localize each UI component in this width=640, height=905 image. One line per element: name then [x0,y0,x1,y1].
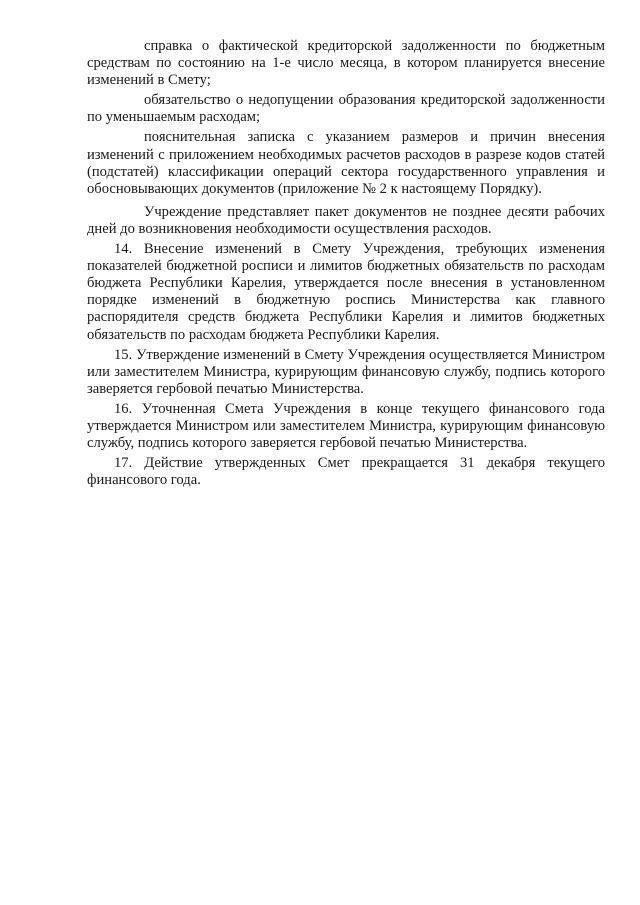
paragraph-obyazatelstvo: обязательство о недопущении образования кредиторской задолженности по уменьшаемым расходам; [87,92,605,126]
paragraph-spravka: справка о фактической кредиторской задолженности по бюджетным средствам по состоянию на 1-е число месяца, в котором планируется внесение изменений в Смету; [87,38,605,89]
paragraph-poyasnitelnaya-zapiska: пояснительная записка с указанием размеров и причин внесения изменений с приложением необходимых расчетов расходов в разрезе кодов статей (подстатей) классификации операций сектора государственного управления и обосновывающих документов (приложение № 2 к настоящему Порядку). [87,129,605,197]
document-body [87,38,605,489]
paragraph-uchrezhdenie: Учреждение представляет пакет документов не позднее десяти рабочих дней до возникновения необходимости осуществления расходов. [87,203,605,237]
paragraph-item-17: 17. Действие утвержденных Смет прекращается 31 декабря текущего финансового года. [87,455,605,489]
paragraph-item-15: 15. Утверждение изменений в Смету Учреждения осуществляется Министром или заместителем Министра, курирующим финансовую службу, подпись которого заверяется гербовой печатью Министерства. [87,346,605,397]
paragraph-item-16: 16. Уточненная Смета Учреждения в конце текущего финансового года утверждается Министром или заместителем Министра, курирующим финансовую службу, подпись которого заверяется гербовой печатью Министерства. [87,400,605,452]
paragraph-item-14: 14. Внесение изменений в Смету Учреждения, требующих изменения показателей бюджетной росписи и лимитов бюджетных обязательств по расходам бюджета Республики Карелия, утверждается после внесения в установленном порядке изменений в бюджетную роспись Министерства как главного распорядителя средств бюджета Республики Карелия и лимитов бюджетных обязательств по расходам бюджета Республики Карелия. [87,241,605,343]
